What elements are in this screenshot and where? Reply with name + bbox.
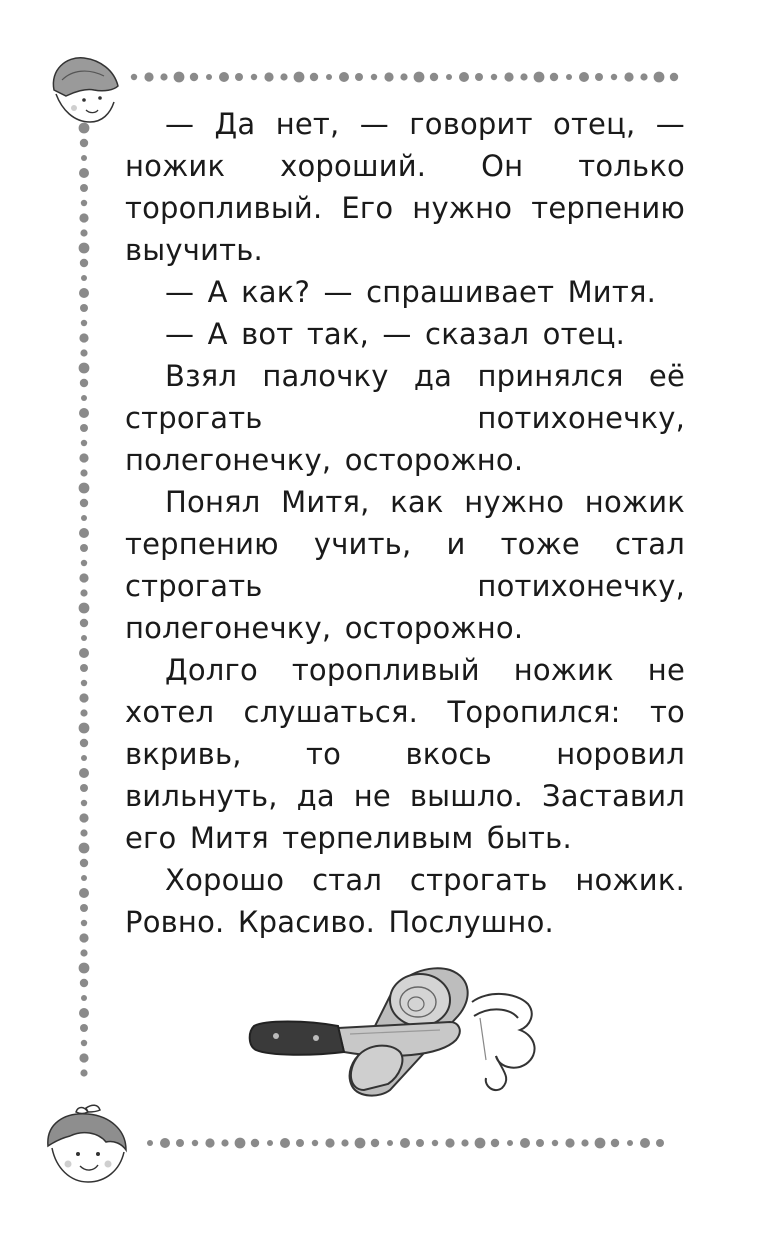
border-dot xyxy=(80,349,87,356)
girl-face-icon xyxy=(53,58,118,122)
border-dot xyxy=(221,1139,228,1146)
border-dot xyxy=(79,243,90,254)
border-dot xyxy=(80,664,88,672)
border-dot xyxy=(624,72,633,81)
border-dot xyxy=(81,275,87,281)
border-dot xyxy=(80,709,87,716)
border-dot xyxy=(81,800,87,806)
border-dot xyxy=(341,1139,348,1146)
border-dot xyxy=(81,755,87,761)
border-dot xyxy=(552,1140,558,1146)
border-dot xyxy=(80,829,87,836)
border-dot xyxy=(79,363,90,374)
border-dot xyxy=(79,1008,89,1018)
border-dot xyxy=(400,1138,410,1148)
border-dot xyxy=(79,963,90,974)
paragraph: — Да нет, — говорит отец, — ножик хороший. Он только торопливый. Его нужно терпению выучить. xyxy=(125,107,685,267)
border-dot xyxy=(144,72,153,81)
border-dot xyxy=(400,73,407,80)
border-dot xyxy=(416,1139,424,1147)
border-dot xyxy=(81,875,87,881)
border-dot xyxy=(339,72,349,82)
border-dot xyxy=(79,213,88,222)
border-dot xyxy=(507,1140,513,1146)
border-dot xyxy=(656,1139,664,1147)
border-dot xyxy=(81,320,87,326)
paragraph: — А вот так, — сказал отец. xyxy=(165,317,626,351)
border-dot xyxy=(80,859,88,867)
border-dot xyxy=(611,74,617,80)
border-dot xyxy=(445,1138,454,1147)
border-dot xyxy=(131,74,137,80)
border-dot xyxy=(160,1138,170,1148)
border-dot xyxy=(81,515,87,521)
border-dot xyxy=(491,74,497,80)
border-dot xyxy=(81,440,87,446)
border-dot xyxy=(81,680,87,686)
border-dot xyxy=(475,1138,486,1149)
border-dot xyxy=(79,603,90,614)
border-dot xyxy=(325,1138,334,1147)
border-dot xyxy=(79,1053,88,1062)
border-dot xyxy=(160,73,167,80)
border-dot xyxy=(80,229,87,236)
border-dot xyxy=(264,72,273,81)
border-dot xyxy=(267,1140,273,1146)
border-dot xyxy=(80,139,88,147)
border-dot xyxy=(520,1138,530,1148)
border-dot xyxy=(280,1138,290,1148)
border-dot xyxy=(80,739,88,747)
border-dot xyxy=(80,469,87,476)
border-dot xyxy=(579,72,589,82)
border-dot xyxy=(566,74,572,80)
border-dot xyxy=(80,1024,88,1032)
border-dot xyxy=(384,72,393,81)
border-dot xyxy=(176,1139,184,1147)
border-dot xyxy=(80,979,88,987)
border-dot xyxy=(81,200,87,206)
border-dot xyxy=(205,1138,214,1147)
border-dot xyxy=(80,589,87,596)
border-dot xyxy=(595,1138,606,1149)
border-dot xyxy=(190,73,198,81)
border-dot xyxy=(491,1139,499,1147)
border-dot xyxy=(670,73,678,81)
paragraph: Понял Митя, как нужно ножик терпению учить, и тоже стал строгать потихонечку, полегонечку, осторожно. xyxy=(125,485,685,645)
border-dot xyxy=(80,304,88,312)
border-dot xyxy=(326,74,332,80)
border-dot xyxy=(627,1140,633,1146)
border-dot xyxy=(81,635,87,641)
border-dot xyxy=(80,424,88,432)
paragraph: Хорошо стал строгать ножик. Ровно. Красиво. Послушно. xyxy=(125,863,685,939)
border-dot xyxy=(611,1139,619,1147)
border-dot xyxy=(310,73,318,81)
border-dot xyxy=(174,72,185,83)
border-dot xyxy=(459,72,469,82)
border-dot xyxy=(79,843,90,854)
border-dot xyxy=(79,723,90,734)
border-dot xyxy=(79,123,90,134)
border-dot xyxy=(461,1139,468,1146)
border-dot xyxy=(192,1140,198,1146)
border-dot xyxy=(312,1140,318,1146)
border-dot xyxy=(79,813,88,822)
border-dot xyxy=(251,1139,259,1147)
border-dot xyxy=(80,184,88,192)
paragraph: — А как? — спрашивает Митя. xyxy=(165,275,657,309)
border-dot xyxy=(219,72,229,82)
border-dot xyxy=(80,544,88,552)
border-dot xyxy=(79,453,88,462)
border-dot xyxy=(79,168,89,178)
border-dot xyxy=(79,528,89,538)
border-dot xyxy=(81,155,87,161)
border-dot xyxy=(81,920,87,926)
border-dot xyxy=(414,72,425,83)
border-dot xyxy=(79,693,88,702)
border-dot xyxy=(81,995,87,1001)
border-dot xyxy=(80,259,88,267)
border-dot xyxy=(79,768,89,778)
border-dot xyxy=(296,1139,304,1147)
top-dotted-border xyxy=(131,72,678,83)
border-dot xyxy=(79,483,90,494)
border-dot xyxy=(80,379,88,387)
border-dot xyxy=(79,933,88,942)
story-text xyxy=(125,103,685,943)
border-dot xyxy=(355,73,363,81)
border-dot xyxy=(550,73,558,81)
border-dot xyxy=(387,1140,393,1146)
border-dot xyxy=(235,73,243,81)
border-dot xyxy=(371,1139,379,1147)
border-dot xyxy=(371,74,377,80)
border-dot xyxy=(79,333,88,342)
border-dot xyxy=(430,73,438,81)
border-dot xyxy=(147,1140,153,1146)
border-dot xyxy=(475,73,483,81)
border-dot xyxy=(280,73,287,80)
border-dot xyxy=(640,73,647,80)
border-dot xyxy=(81,1040,87,1046)
border-dot xyxy=(251,74,257,80)
border-dot xyxy=(294,72,305,83)
border-dot xyxy=(80,1069,87,1076)
girl-face-icon-bottom xyxy=(48,1105,126,1182)
paragraph: Взял палочку да принялся её строгать потихонечку, полегонечку, осторожно. xyxy=(125,359,685,477)
border-dot xyxy=(504,72,513,81)
border-dot xyxy=(81,560,87,566)
border-dot xyxy=(80,619,88,627)
border-dot xyxy=(79,408,89,418)
border-dot xyxy=(79,648,89,658)
border-dot xyxy=(446,74,452,80)
border-dot xyxy=(595,73,603,81)
knife-and-stick-icon xyxy=(240,960,560,1100)
border-dot xyxy=(581,1139,588,1146)
border-dot xyxy=(520,73,527,80)
border-dot xyxy=(654,72,665,83)
border-dot xyxy=(534,72,545,83)
border-dot xyxy=(81,395,87,401)
border-dot xyxy=(536,1139,544,1147)
border-dot xyxy=(640,1138,650,1148)
border-dot xyxy=(355,1138,366,1149)
border-dot xyxy=(235,1138,246,1149)
border-dot xyxy=(80,949,87,956)
border-dot xyxy=(206,74,212,80)
border-dot xyxy=(79,573,88,582)
border-dot xyxy=(79,888,89,898)
left-dotted-border xyxy=(79,123,90,1077)
border-dot xyxy=(80,784,88,792)
border-dot xyxy=(79,288,89,298)
paragraph: Долго торопливый ножик не хотел слушаться. Торопился: то вкривь, то вкось норовил вильнуть, да не вышло. Заставил его Митя терпеливым быть. xyxy=(125,653,685,855)
bottom-dotted-border xyxy=(147,1138,664,1149)
border-dot xyxy=(80,499,88,507)
border-dot xyxy=(80,904,88,912)
border-dot xyxy=(432,1140,438,1146)
border-dot xyxy=(565,1138,574,1147)
